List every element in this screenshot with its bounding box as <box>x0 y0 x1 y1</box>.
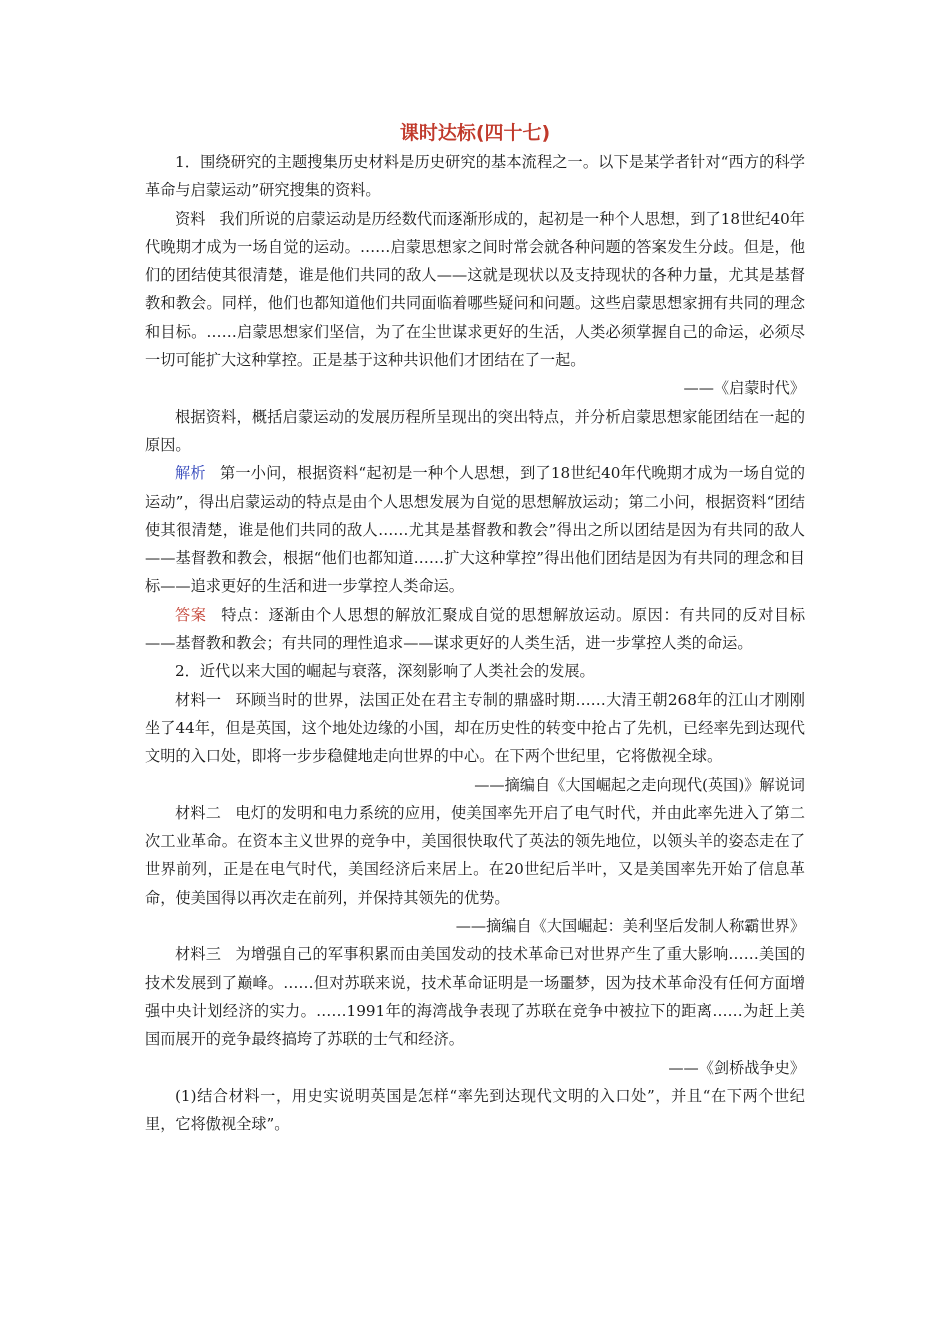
material-2-source: ——摘编自《大国崛起：美利坚后发制人称霸世界》 <box>455 917 805 936</box>
document-page <box>145 118 805 1138</box>
answer-label: 答案 <box>175 605 207 624</box>
question-1-material <box>145 205 805 375</box>
question-1-analysis <box>145 459 805 600</box>
question-2-material-2 <box>145 799 805 912</box>
material-1-text: 环顾当时的世界，法国正处在君主专制的鼎盛时期……大清王朝268年的江山才刚刚坐了44年，但是英国，这个地处边缘的小国，却在历史性的转变中抢占了先机，已经率先到达现代文明的入口处，即将一步步稳健地走向世界的中心。在下两个世纪里，它将傲视全球。 <box>145 690 805 766</box>
material-label: 资料 <box>175 209 206 228</box>
material-3-label: 材料三 <box>175 945 222 964</box>
material-1-source: ——摘编自《大国崛起之走向现代(英国)》解说词 <box>474 775 805 794</box>
material-2-text: 电灯的发明和电力系统的应用，使美国率先开启了电气时代，并由此率先进入了第二次工业革命。在资本主义世界的竞争中，美国很快取代了英法的领先地位，以领头羊的姿态走在了世界前列，正是在电气时代，美国经济后来居上。在20世纪后半叶，又是美国率先开始了信息革命，使美国得以再次走在前列，并保持其领先的优势。 <box>145 803 806 907</box>
answer-text: 特点：逐渐由个人思想的解放汇聚成自觉的思想解放运动。原因：有共同的反对目标——基督教和教会；有共同的理性追求——谋求更好的人类生活，进一步掌控人类的命运。 <box>145 605 806 653</box>
analysis-text: 第一小问，根据资料“起初是一种个人思想，到了18世纪40年代晚期才成为一场自觉的运动”，得出启蒙运动的特点是由个人思想发展为自觉的思想解放运动；第二小问，根据资料“团结使其很清楚，谁是他们共同的敌人……尤其是基督教和教会”得出之所以团结是因为有共同的敌人——基督教和教会，根据“他们也都知道……扩大这种掌控”得出他们团结是因为有共同的理念和目标——追求更好的生活和进一步掌控人类命运。 <box>145 464 806 596</box>
material-1-label: 材料一 <box>175 690 222 709</box>
question-2-material-3 <box>145 940 805 1053</box>
analysis-label: 解析 <box>175 464 206 483</box>
question-1-stem: 1．围绕研究的主题搜集历史材料是历史研究的基本流程之一。以下是某学者针对“西方的科学革命与启蒙运动”研究搜集的资料。 <box>145 153 805 200</box>
material-text: 我们所说的启蒙运动是历经数代而逐渐形成的，起初是一种个人思想，到了18世纪40年代晚期才成为一场自觉的运动。……启蒙思想家之间时常会就各种问题的答案发生分歧。但是，他们的团结使其很清楚，谁是他们共同的敌人——这就是现状以及支持现状的各种力量，尤其是基督教和教会。同样，他们也都知道他们共同面临着哪些疑问和问题。这些启蒙思想家拥有共同的理念和目标。……启蒙思想家们坚信，为了在尘世谋求更好的生活，人类必须掌握自己的命运，必须尽一切可能扩大这种掌控。正是基于这种共识他们才团结在了一起。 <box>145 209 805 370</box>
material-3-source: ——《剑桥战争史》 <box>668 1058 805 1077</box>
material-2-label: 材料二 <box>175 803 222 822</box>
question-1-prompt: 根据资料，概括启蒙运动的发展历程所呈现出的突出特点，并分析启蒙思想家能团结在一起的原因。 <box>145 407 805 454</box>
question-2-stem: 2．近代以来大国的崛起与衰落，深刻影响了人类社会的发展。 <box>175 662 595 681</box>
question-2-material-1 <box>145 686 805 771</box>
material-3-text: 为增强自己的军事积累而由美国发动的技术革命已对世界产生了重大影响……美国的技术发展到了巅峰。……但对苏联来说，技术革命证明是一场噩梦，因为技术革命没有任何方面增强中央计划经济的实力。……1991年的海湾战争表现了苏联在竞争中被拉下的距离……为赶上美国而展开的竞争最终搞垮了苏联的士气和经济。 <box>145 945 806 1049</box>
question-2-sub-1: (1)结合材料一，用史实说明英国是怎样“率先到达现代文明的入口处”，并且“在下两个世纪里，它将傲视全球”。 <box>145 1086 805 1134</box>
question-1-answer <box>145 601 805 658</box>
material-source: ——《启蒙时代》 <box>683 379 805 398</box>
page-title: 课时达标(四十七) <box>399 122 551 144</box>
